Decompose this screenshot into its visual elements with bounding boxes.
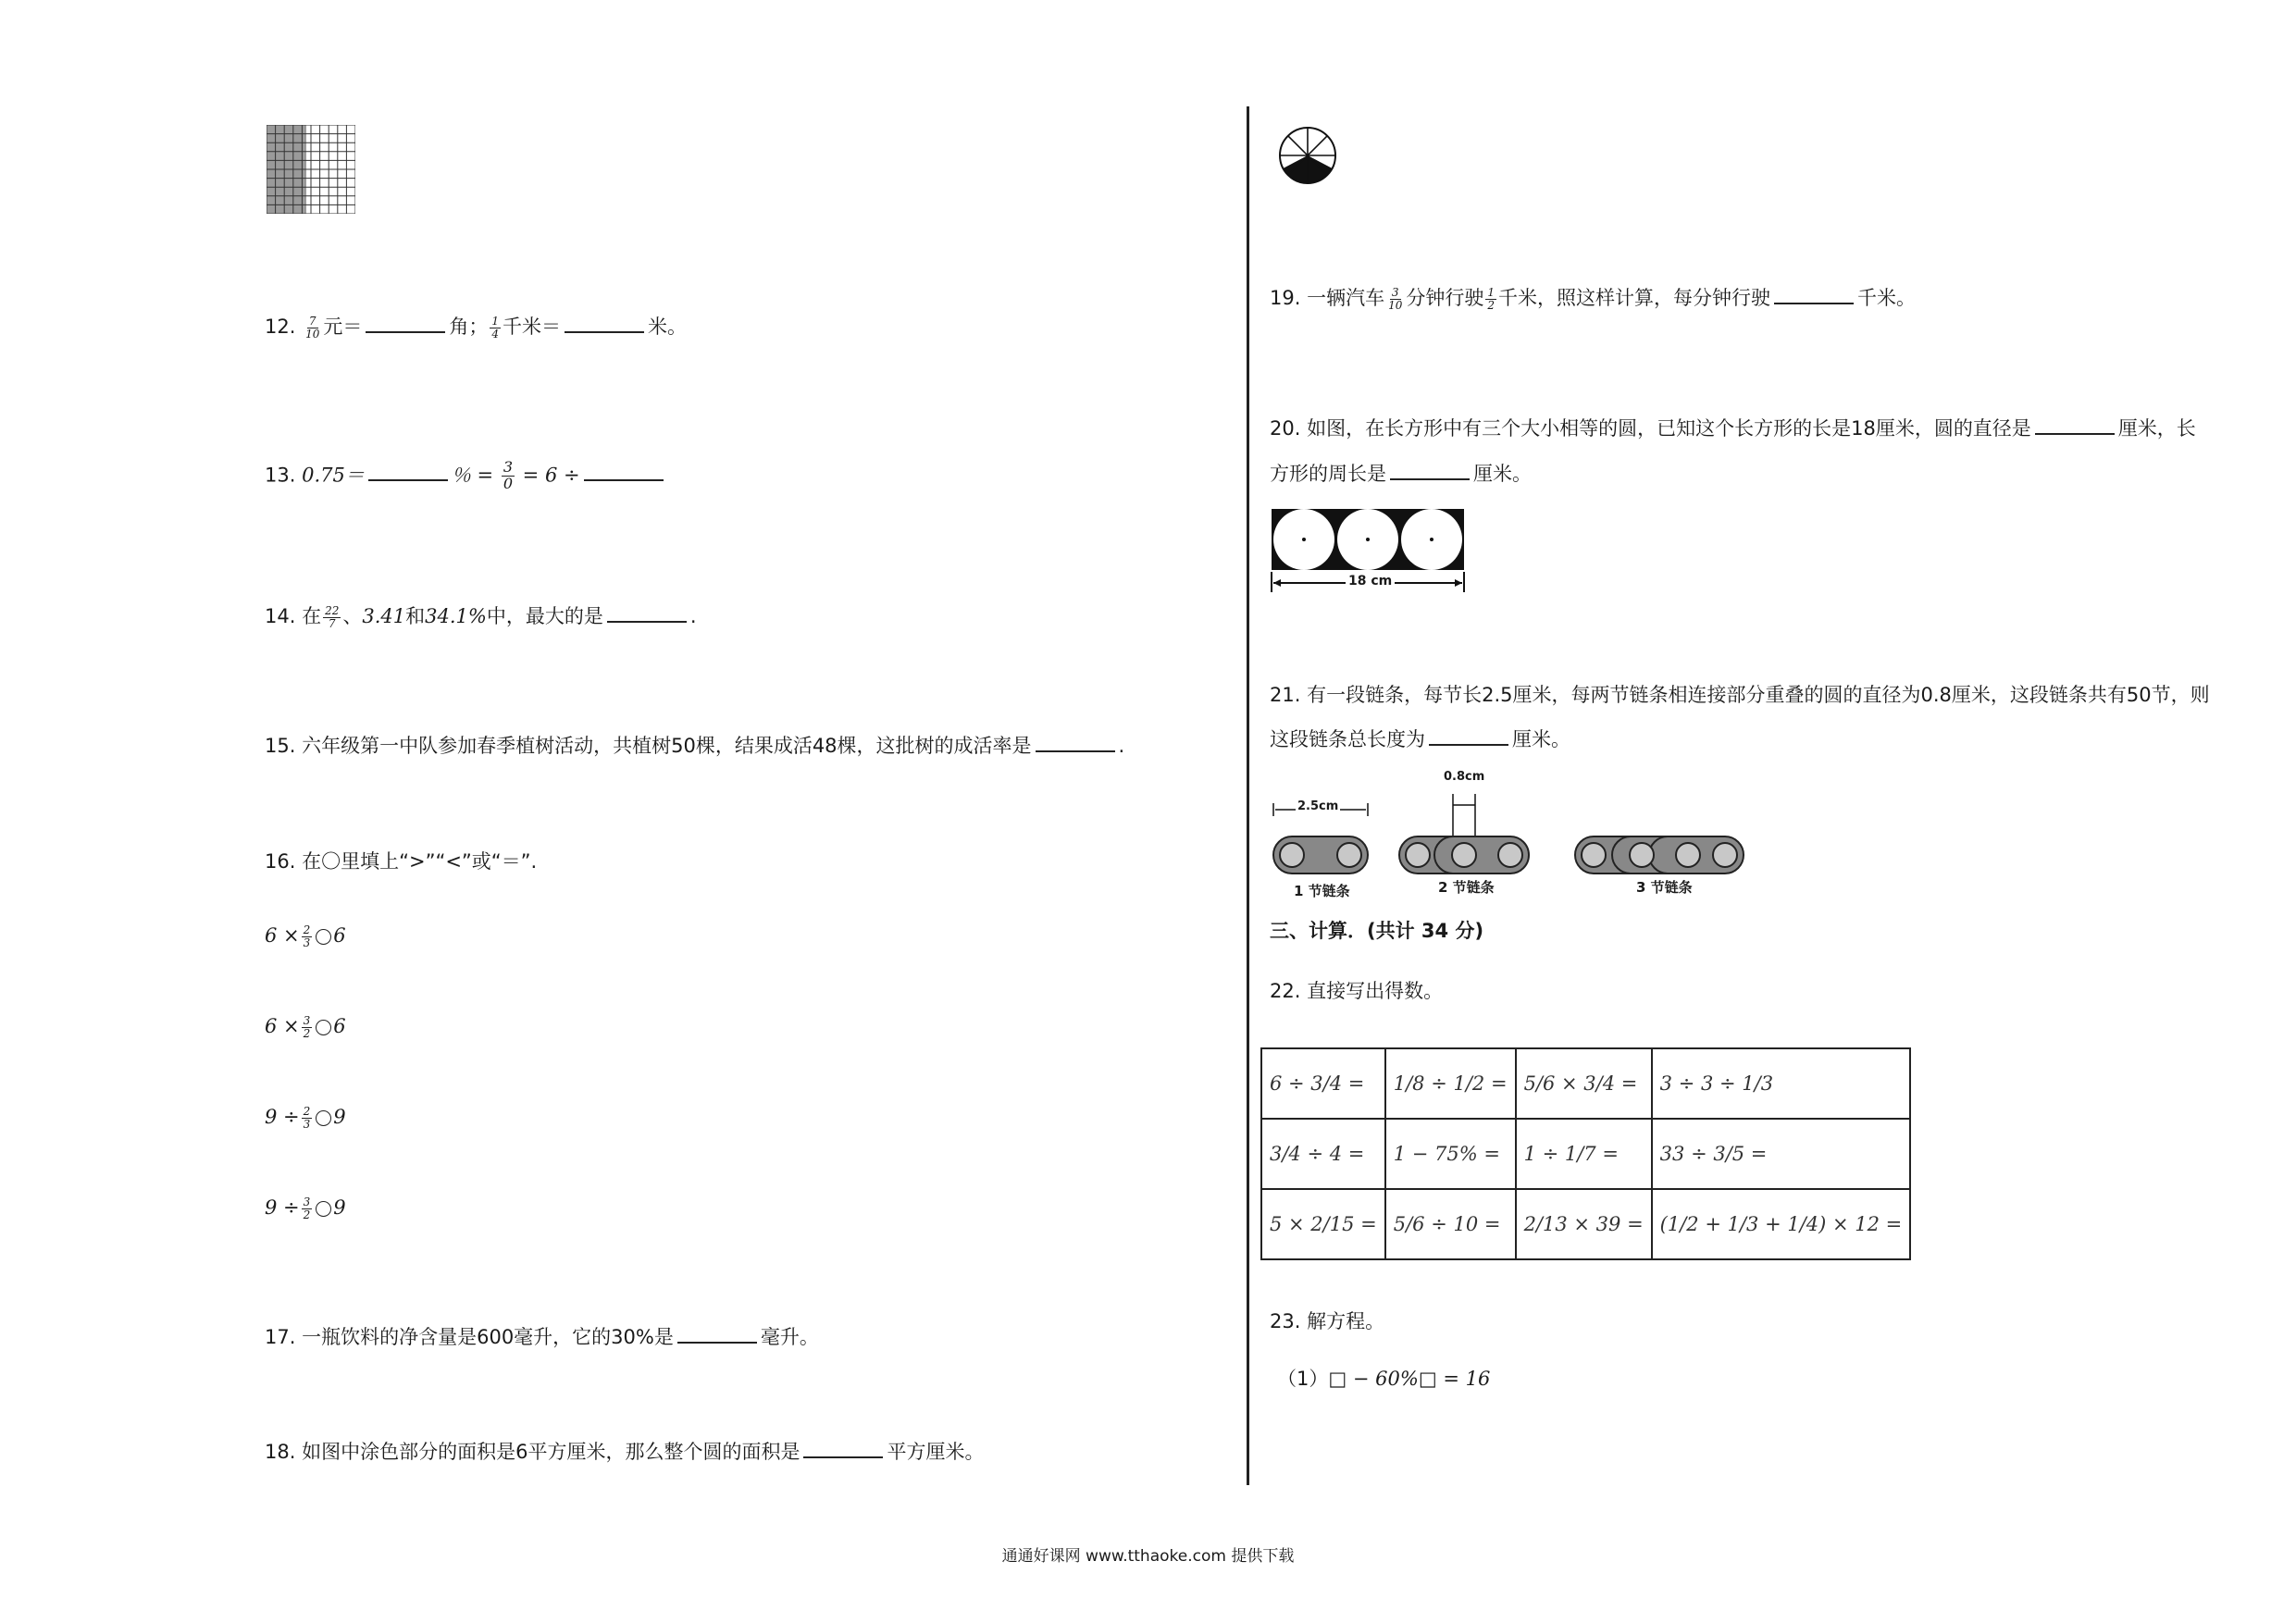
expr: 5/6 ÷ 10 = <box>1393 1213 1501 1235</box>
question-19: 19. 一辆汽车 $\frac{3}{10}$ 分钟行驶 $\frac{1}{2}$ 千米，照这样计算，每分钟行驶 千米。 <box>1270 285 1917 312</box>
expr: 5 × 2/15 = <box>1270 1213 1377 1235</box>
chain-label-3: 3 节链条 <box>1636 879 1693 896</box>
compare-circle[interactable] <box>316 1110 331 1126</box>
fraction: $\frac{1}{2}$ <box>1487 285 1496 312</box>
question-23: 23. 解方程。 <box>1270 1310 1385 1332</box>
answer-blank[interactable] <box>2035 416 2115 435</box>
question-13: 13. 0.75＝ ％ = $\frac{3}{0}$ = 6 ÷ <box>265 460 667 492</box>
table-cell[interactable] <box>1652 1048 1911 1119</box>
pie-figure <box>1277 125 1338 186</box>
question-number: 13. <box>265 464 296 487</box>
question-number: 17. <box>265 1326 296 1348</box>
expr: 2/13 × 39 = <box>1523 1213 1644 1235</box>
column-divider <box>1247 106 1249 1485</box>
answer-blank[interactable] <box>366 315 445 333</box>
table-cell[interactable] <box>1261 1119 1385 1189</box>
question-number: 12. <box>265 316 296 338</box>
table-cell[interactable] <box>1385 1048 1516 1119</box>
equation-item: （1）□ − 60%□ = 16 <box>1277 1368 1491 1390</box>
table-row <box>1261 1048 1910 1119</box>
question-20: 20. 如图，在长方形中有三个大小相等的圆，已知这个长方形的长是18厘米，圆的直径是 厘米，长 <box>1270 417 2196 440</box>
compare-item: 6 × $\frac{2}{3}$ 6 <box>265 923 346 949</box>
footer-text: 通通好课网 www.tthaoke.com 提供下载 <box>1001 1547 1295 1566</box>
question-12: 12. $\frac{7}{10}$ 元＝ 角； $\frac{1}{4}$ 千米＝ 米。 <box>265 314 688 341</box>
answer-blank[interactable] <box>803 1440 883 1458</box>
expr: 3/4 ÷ 4 = <box>1270 1143 1365 1165</box>
compare-item: 6 × $\frac{3}{2}$ 6 <box>265 1014 346 1040</box>
table-cell[interactable] <box>1652 1119 1911 1189</box>
answer-blank[interactable] <box>368 463 448 481</box>
question-number: 21. <box>1270 684 1301 706</box>
expr: (1/2 + 1/3 + 1/4) × 12 = <box>1659 1213 1903 1235</box>
fraction: $\frac{3}{0}$ <box>503 458 513 492</box>
table-cell[interactable] <box>1385 1119 1516 1189</box>
fraction: $\frac{3}{2}$ <box>303 1196 311 1221</box>
question-17: 17. 一瓶饮料的净含量是600毫升，它的30%是 毫升。 <box>265 1326 819 1348</box>
answer-blank[interactable] <box>1036 734 1115 752</box>
equation: □ − 60%□ = 16 <box>1328 1368 1491 1390</box>
question-20-line2: 方形的周长是 厘米。 <box>1270 463 1532 485</box>
compare-circle[interactable] <box>316 1201 331 1217</box>
question-22: 22. 直接写出得数。 <box>1270 980 1444 1002</box>
answer-blank[interactable] <box>565 315 644 333</box>
chain-label-2: 2 节链条 <box>1438 879 1495 896</box>
question-number: 19. <box>1270 287 1301 309</box>
question-number: 16. <box>265 850 296 873</box>
chain-length-label: 2.5cm <box>1297 799 1339 813</box>
question-21-line2: 这段链条总长度为 厘米。 <box>1270 728 1570 750</box>
table-cell[interactable] <box>1516 1119 1652 1189</box>
question-number: 18. <box>265 1441 296 1463</box>
question-14: 14. 在 $\frac{22}{7}$ 、3.41和34.1%中，最大的是 . <box>265 603 697 630</box>
expr: 3 ÷ 3 ÷ 1/3 <box>1659 1072 1774 1095</box>
expr: 5/6 × 3/4 = <box>1523 1072 1638 1095</box>
chain-overlap-label: 0.8cm <box>1444 770 1485 784</box>
compare-item: 9 ÷ $\frac{2}{3}$ 9 <box>265 1105 346 1131</box>
question-number: 22. <box>1270 980 1301 1002</box>
expr: 1 ÷ 1/7 = <box>1523 1143 1619 1165</box>
fraction: $\frac{2}{3}$ <box>303 923 311 949</box>
chain-figure <box>1270 766 1788 905</box>
fraction: $\frac{7}{10}$ <box>305 314 320 341</box>
fraction: $\frac{3}{10}$ <box>1388 285 1403 312</box>
answer-blank[interactable] <box>1390 462 1470 480</box>
question-number: 15. <box>265 735 296 757</box>
table-cell[interactable] <box>1261 1048 1385 1119</box>
figure-label: 18 cm <box>1346 574 1395 588</box>
answer-blank[interactable] <box>1774 286 1854 304</box>
fraction: $\frac{3}{2}$ <box>303 1014 311 1040</box>
table-cell[interactable] <box>1652 1189 1911 1259</box>
answer-blank[interactable] <box>1429 727 1508 746</box>
question-number: 20. <box>1270 417 1301 440</box>
compare-circle[interactable] <box>316 1020 331 1035</box>
chain-label-1: 1 节链条 <box>1294 883 1350 899</box>
section-title: 三、计算．(共计 34 分) <box>1270 920 1484 942</box>
calculation-table <box>1260 1047 1911 1260</box>
fraction: $\frac{22}{7}$ <box>325 603 340 630</box>
question-16: 16. 在〇里填上“>”“<”或“＝”. <box>265 850 538 873</box>
answer-blank[interactable] <box>677 1325 757 1344</box>
expr: 33 ÷ 3/5 = <box>1659 1143 1768 1165</box>
table-cell[interactable] <box>1516 1189 1652 1259</box>
expr: 6 ÷ 3/4 = <box>1270 1072 1365 1095</box>
fraction: $\frac{2}{3}$ <box>303 1105 311 1131</box>
table-row <box>1261 1189 1910 1259</box>
compare-item: 9 ÷ $\frac{3}{2}$ 9 <box>265 1196 346 1221</box>
table-row <box>1261 1119 1910 1189</box>
expr: 1 − 75% = <box>1393 1143 1501 1165</box>
answer-blank[interactable] <box>607 604 687 623</box>
answer-blank[interactable] <box>584 463 664 481</box>
question-number: 23. <box>1270 1310 1301 1332</box>
grid-figure <box>267 125 355 214</box>
fraction: $\frac{1}{4}$ <box>491 314 500 341</box>
table-cell[interactable] <box>1516 1048 1652 1119</box>
rectangle-circles-figure <box>1270 507 1466 594</box>
compare-circle[interactable] <box>316 929 331 945</box>
expr: 1/8 ÷ 1/2 = <box>1393 1072 1508 1095</box>
table-cell[interactable] <box>1261 1189 1385 1259</box>
table-cell[interactable] <box>1385 1189 1516 1259</box>
question-18: 18. 如图中涂色部分的面积是6平方厘米，那么整个圆的面积是 平方厘米。 <box>265 1441 985 1463</box>
question-21: 21. 有一段链条，每节长2.5厘米，每两节链条相连接部分重叠的圆的直径为0.8厘米，这段链条共有50节，则 <box>1270 684 2210 706</box>
question-number: 14. <box>265 605 296 627</box>
question-15: 15. 六年级第一中队参加春季植树活动，共植树50棵，结果成活48棵，这批树的成活率是 . <box>265 735 1125 757</box>
